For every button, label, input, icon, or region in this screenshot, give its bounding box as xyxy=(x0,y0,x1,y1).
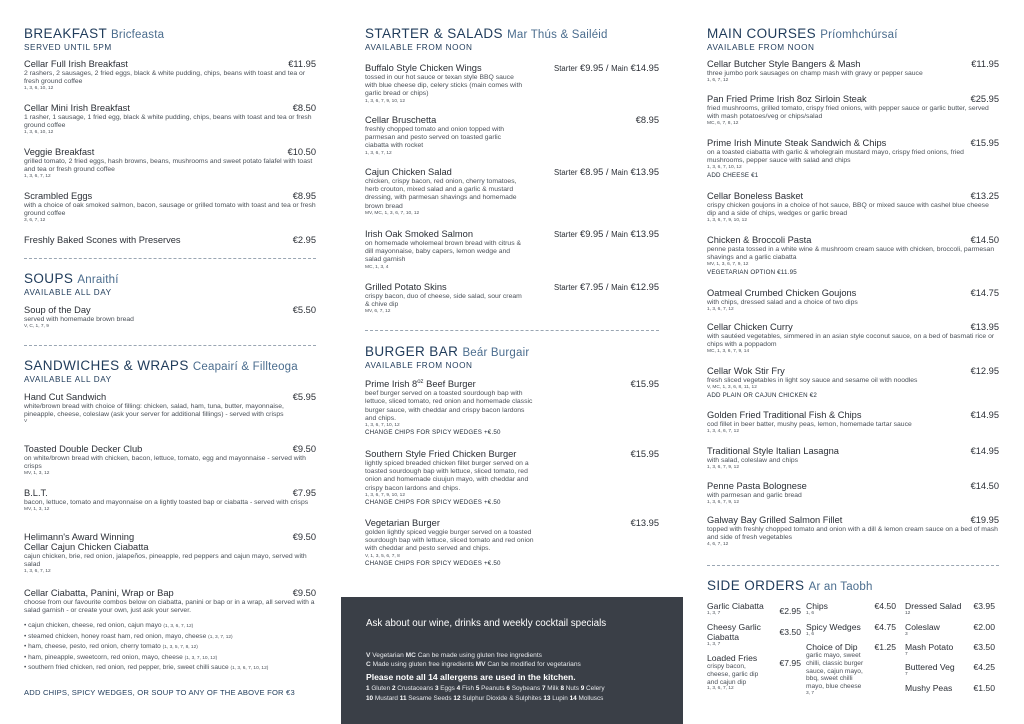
allergen-notice: Please note all 14 allergens are used in the kitchen. xyxy=(366,672,576,682)
item-price: €12.95 xyxy=(970,366,999,376)
side-price: €2.95 xyxy=(779,606,801,616)
item-price: €14.95 xyxy=(970,410,999,420)
menu-item: Oatmeal Crumbed Chicken Goujons €14.75 with chips, dressed salad and a choice of two dips 1, 3, 6, 7, 12 xyxy=(707,288,999,313)
upgrade-note: CHANGE CHIPS FOR SPICY WEDGES +€.50 xyxy=(365,429,501,437)
allergen-codes: 1, 3, 6, 10, 12 xyxy=(24,86,54,92)
item-price: Starter €8.95 / Main €13.95 xyxy=(554,167,659,177)
menu-item: B.L.T. €7.95 bacon, lettuce, tomato and mayonnaise on a lightly toasted bap or ciabatta - served with crisps MV, 1, 3, 12 xyxy=(24,488,316,513)
breakfast-header xyxy=(24,26,316,53)
menu-item: Cellar Butcher Style Bangers & Mash €11.95 three jumbo pork sausages on champ mash with gravy or pepper sauce 1, 6, 7, 12 xyxy=(707,59,999,84)
item-price: €9.50 xyxy=(292,588,316,598)
list-item: • ham, pineapple, sweetcorn, red onion, mayo, cheese (1, 3, 7, 10, 12) xyxy=(24,653,218,661)
menu-item: Cellar Boneless Basket €13.25 crispy chicken goujons in a choice of hot sauce, BBQ or mixed sauce with cashel blue cheese dip and a side of chips, wedges or garlic bread 1, 3, 6, 7, 9, 10, 12 xyxy=(707,191,999,224)
allergen-list: 1 Gluten 2 Crustaceans 3 Eggs 4 Fish 5 Peanuts 6 Soybeans 7 Milk 8 Nuts 9 Celery xyxy=(366,685,605,692)
menu-item: Soup of the Day €5.50 served with homemade brown bread V, C, 1, 7, 9 xyxy=(24,305,316,330)
specials-headline: Ask about our wine, drinks and weekly cocktail specials xyxy=(366,618,607,629)
side-item: Cheesy Garlic Ciabatta 1, 3, 7 xyxy=(707,622,761,647)
divider xyxy=(707,565,999,566)
menu-item: Prime Irish $8^{oz}$ Beef Burger €15.95 beef burger served on a toasted sourdough bap with lettuce, sliced tomato, red onion and homemade classic burger sauce, with cheddar and crispy bacon lardons and chips. 1, 3, 6, 7, 10, 12 CHANGE CHIPS FOR SPICY WEDGES +€.50 xyxy=(365,379,659,437)
side-item: Chips €4.50 1, 6 xyxy=(806,601,896,616)
allergen-codes: V, C, 1, 7, 9 xyxy=(24,324,49,330)
item-price: €15.95 xyxy=(970,138,999,148)
allergen-codes: 1, 3, 6, 7, 9, 12 xyxy=(707,500,740,506)
section-title: BREAKFAST Bricfeasta xyxy=(24,26,165,41)
upgrade-note: VEGETARIAN OPTION €11.95 xyxy=(707,268,797,276)
upgrade-note: CHANGE CHIPS FOR SPICY WEDGES +€.50 xyxy=(365,560,501,568)
list-item: • cajun chicken, cheese, red onion, cajun mayo (1, 3, 6, 7, 12) xyxy=(24,622,194,629)
item-price: €15.95 xyxy=(630,379,659,390)
menu-item: Southern Style Fried Chicken Burger €15.95 lightly spiced breaded chicken fillet burger served on a toasted sourdough bap with lettuce, sliced tomato, red onion and homemade ciuujun mayo, with cheddar and crispy bacon lardons and chips. 1, 3, 6, 7, 9, 10, 12 CHANGE CHIPS FOR SPICY WEDGES +€.50 xyxy=(365,449,659,507)
divider xyxy=(365,330,659,331)
side-item: Spicy Wedges €4.75 1, 6 xyxy=(806,622,896,637)
menu-item: Chicken & Broccoli Pasta €14.50 penne pasta tossed in a white wine & mushroom cream sauce with chicken, broccoli, parmesan shavings and a garlic ciabatta MV, 1, 3, 6, 7, 9, 12 VEGETARIAN OPTION €11.95 xyxy=(707,235,999,276)
allergen-codes: 3, 6, 7, 12 xyxy=(24,218,46,224)
diet-legend: V Vegetarian MC Can be made using gluten free ingredients xyxy=(366,652,542,659)
allergen-codes: 1, 3, 6, 7, 12 xyxy=(365,150,392,156)
allergen-codes: 1, 3, 6, 7, 12 xyxy=(24,569,51,575)
menu-item: Irish Oak Smoked Salmon Starter €9.95 / Main €13.95 on homemade wholemeal brown bread with citrus & dill mayonnaise, baby capers, lemon wedge and salad garnish MC, 1, 3, 4 xyxy=(365,229,659,270)
menu-item: Cellar Ciabatta, Panini, Wrap or Bap €9.50 choose from our favourite combos below on ciabatta, panini or bap or in a wrap, all served with a salad garnish - or create your own, just ask your server. xyxy=(24,588,316,615)
side-price: €7.95 xyxy=(779,658,801,668)
allergen-info-panel xyxy=(341,597,683,724)
menu-item: Toasted Double Decker Club €9.50 on white/brown bread with chicken, bacon, lettuce, tomato, egg and mayonnaise - served with crisps MV, 1, 3, 12 xyxy=(24,444,316,477)
mains-header: MAIN COURSES Príomhchúrsaí AVAILABLE FROM NOON xyxy=(707,26,898,52)
item-price: €14.95 xyxy=(970,446,999,456)
menu-item: Pan Fried Prime Irish 8oz Sirloin Steak €25.95 fried mushrooms, grilled tomato, crispy fried onions, with pepper sauce or garlic butter, served with mash potatoes/veg or chips/salad MC, 6, 7, 8, 12 xyxy=(707,94,999,127)
allergen-codes: 1, 3, 6, 7, 9, 10, 12 xyxy=(365,492,406,498)
menu-item: Vegetarian Burger €13.95 golden lightly spiced veggie burger served on a toasted sourdough bap with lettuce, sliced tomato and red onion with cheddar and pesto served and chips. V, 1, 3, 5, 6, 7, 8 CHANGE CHIPS FOR SPICY WEDGES +€.50 xyxy=(365,518,659,568)
allergen-codes: V, 1, 3, 5, 6, 7, 8 xyxy=(365,553,400,559)
divider xyxy=(24,345,316,346)
item-price: €5.95 xyxy=(292,392,316,402)
menu-item: Cellar Full Irish Breakfast €11.95 2 rashers, 2 sausages, 2 fried eggs, black & white pudding, chips, beans with toast and tea or fresh ground coffee 1, 3, 6, 10, 12 xyxy=(24,59,316,92)
sandwiches-header: SANDWICHES & WRAPS Ceapairí & Fillteoga AVAILABLE ALL DAY xyxy=(24,358,298,384)
item-price: Starter €7.95 / Main €12.95 xyxy=(554,282,659,292)
menu-item: Buffalo Style Chicken Wings Starter €9.95 / Main €14.95 tossed in our hot sauce or texan style BBQ sauce with blue cheese dip, celery sticks (main comes with garlic bread or chips) 1, 3, 6, 7, 9, 10, 12 xyxy=(365,63,659,104)
menu-item: Scrambled Eggs €8.95 with a choice of oak smoked salmon, bacon, sausage or grilled tomato with toast and tea or fresh ground coffee 3, 6, 7, 12 xyxy=(24,191,316,224)
item-price: €2.95 xyxy=(292,235,316,245)
allergen-codes: MV, 1, 3, 6, 7, 9, 12 xyxy=(707,262,749,268)
allergen-codes: 1, 3, 6, 7, 9, 10, 12 xyxy=(707,218,748,224)
item-price: Starter €9.95 / Main €13.95 xyxy=(554,229,659,239)
menu-item: Veggie Breakfast €10.50 grilled tomato, 2 fried eggs, hash browns, beans, mushrooms and sweet potato falafel with toast and tea or fresh ground coffee 1, 3, 6, 7, 12 xyxy=(24,147,316,180)
menu-item: Helimann's Award Winning €9.50 Cellar Cajun Chicken Ciabatta cajun chicken, brie, red onion, jalapeños, pineapple, red peppers and cajun mayo, served with salad 1, 3, 6, 7, 12 xyxy=(24,532,316,575)
allergen-codes: 1, 3, 6, 7, 9, 12 xyxy=(707,465,740,471)
menu-item: Galway Bay Grilled Salmon Fillet €19.95 topped with freshly chopped tomato and onion with a dill & lemon cream sauce on a bed of mash and side of fresh vegetables 4, 6, 7, 12 xyxy=(707,515,999,548)
item-price: €19.95 xyxy=(970,515,999,525)
item-price: €5.50 xyxy=(292,305,316,315)
item-price: €10.50 xyxy=(287,147,316,157)
allergen-codes: 1, 3, 6, 7, 12 xyxy=(707,307,734,313)
allergen-codes: 1, 3, 6, 7, 9, 10, 12 xyxy=(365,98,406,104)
menu-item: Prime Irish Minute Steak Sandwich & Chips €15.95 on a toasted ciabatta with garlic & wholegrain mustard mayo, crispy fried onions, fried mushrooms, pepper sauce with salad and chips 1, 3, 6, 7, 10, 12 ADD CHEESE €1 xyxy=(707,138,999,179)
item-price: €14.50 xyxy=(970,481,999,491)
allergen-codes: V, MC, 1, 3, 6, 8, 11, 12 xyxy=(707,385,757,391)
menu-item: Freshly Baked Scones with Preserves €2.95 xyxy=(24,235,316,245)
starters-header: STARTER & SALADS Mar Thús & Sailéid AVAILABLE FROM NOON xyxy=(365,26,608,52)
side-item: Mash Potato €3.50 7 xyxy=(905,642,995,657)
list-item: • ham, cheese, pesto, red onion, cherry tomato (1, 3, 5, 7, 8, 12) xyxy=(24,643,198,651)
allergen-codes: MC, 6, 7, 8, 12 xyxy=(707,121,739,127)
allergen-codes: MV, 1, 3, 12 xyxy=(24,507,50,513)
side-item: Coleslaw €2.00 3 xyxy=(905,622,995,637)
diet-legend: C Made using gluten free ingredients MV Can be modified for vegetarians xyxy=(366,661,581,668)
menu-item: Cajun Chicken Salad Starter €8.95 / Main €13.95 chicken, crispy bacon, red onion, cherry tomatoes, herb crouton, mixed salad and a garlic & mustard dressing, with parmesan shavings and homemade brown bread MV, MC, 1, 3, 6, 7, 10, 12 xyxy=(365,167,659,216)
allergen-codes: 1, 3, 4, 6, 7, 12 xyxy=(707,429,740,435)
menu-item: Penne Pasta Bolognese €14.50 with parmesan and garlic bread 1, 3, 6, 7, 9, 12 xyxy=(707,481,999,506)
item-price: €13.25 xyxy=(970,191,999,201)
side-item: Mushy Peas €1.50 xyxy=(905,683,995,693)
allergen-list: 10 Mustard 11 Sesame Seeds 12 Sulphur Dioxide & Sulphites 13 Lupin 14 Molluscs xyxy=(366,695,604,702)
item-price: €8.95 xyxy=(635,115,659,125)
section-subtitle: SERVED UNTIL 5PM xyxy=(24,43,112,52)
item-price: €8.95 xyxy=(292,191,316,201)
item-price: €15.95 xyxy=(630,449,659,459)
item-price: €7.95 xyxy=(292,488,316,498)
allergen-codes: V xyxy=(24,419,28,425)
side-price: €3.50 xyxy=(779,627,801,637)
side-item: Loaded Fries crispy bacon, cheese, garlic dip and cajun dip 1, 3, 6, 7, 12 xyxy=(707,653,759,692)
add-on-note: ADD CHIPS, SPICY WEDGES, OR SOUP TO ANY OF THE ABOVE FOR €3 xyxy=(24,688,295,697)
menu-item: Traditional Style Italian Lasagna €14.95 with salad, coleslaw and chips 1, 3, 6, 7, 9, 12 xyxy=(707,446,999,471)
item-price: €8.50 xyxy=(292,103,316,113)
menu-item: Cellar Wok Stir Fry €12.95 fresh sliced vegetables in light soy sauce and sesame oil with noodles V, MC, 1, 3, 6, 8, 11, 12 ADD PLAIN OR CAJUN CHICKEN €2 xyxy=(707,366,999,399)
allergen-codes: 1, 3, 6, 7, 10, 12 xyxy=(707,165,742,171)
menu-item: Golden Fried Traditional Fish & Chips €14.95 cod fillet in beer batter, mushy peas, lemon, homemade tartar sauce 1, 3, 4, 6, 7, 12 xyxy=(707,410,999,435)
allergen-codes: 1, 3, 6, 7, 12 xyxy=(24,174,51,180)
menu-item: Grilled Potato Skins Starter €7.95 / Main €12.95 crispy bacon, duo of cheese, side salad, sour cream & chive dip MV, 6, 7, 12 xyxy=(365,282,659,315)
allergen-codes: MC, 1, 3, 4 xyxy=(365,264,389,270)
item-price: €9.50 xyxy=(292,444,316,454)
side-item: Choice of Dip €1.25 garlic mayo, sweet chilli, classic burger sauce, cajun mayo, bbq, sweet chilli mayo, blue cheese 3, 7 xyxy=(806,642,896,696)
allergen-codes: 1, 6, 7, 12 xyxy=(707,78,729,84)
side-item: Dressed Salad €3.95 12 xyxy=(905,601,995,616)
divider xyxy=(24,258,316,259)
allergen-codes: MV, MC, 1, 3, 6, 7, 10, 12 xyxy=(365,210,420,216)
menu-item: Cellar Bruschetta €8.95 freshly chopped tomato and onion topped with parmesan and pesto served on toasted garlic ciabatta with rocket 1, 3, 6, 7, 12 xyxy=(365,115,659,156)
allergen-codes: 4, 6, 7, 12 xyxy=(707,542,729,548)
item-price: €14.50 xyxy=(970,235,999,245)
item-price: €11.95 xyxy=(971,59,999,69)
side-item: Buttered Veg €4.25 7 xyxy=(905,662,995,677)
upgrade-note: CHANGE CHIPS FOR SPICY WEDGES +€.50 xyxy=(365,499,501,507)
upgrade-note: ADD CHEESE €1 xyxy=(707,171,759,179)
menu-item: Cellar Chicken Curry €13.95 with sautéed vegetables, simmered in an asian style coconut sauce, on a bed of basmati rice or chips with a poppadom MC, 1, 3, 6, 7, 9, 14 xyxy=(707,322,999,355)
side-item: Garlic Ciabatta 1, 3, 7 xyxy=(707,601,764,616)
allergen-codes: MC, 1, 3, 6, 7, 9, 14 xyxy=(707,349,750,355)
burgers-header: BURGER BAR Beár Burgair AVAILABLE FROM NOON xyxy=(365,344,530,370)
allergen-codes: 1, 3, 6, 10, 12 xyxy=(24,130,54,136)
allergen-codes: MV, 1, 3, 12 xyxy=(24,471,50,477)
list-item: • southern fried chicken, red onion, red pepper, brie, sweet chilli sauce (1, 3, 6, 7, 10, 12) xyxy=(24,664,269,672)
item-price: €13.95 xyxy=(970,322,999,332)
item-price: €25.95 xyxy=(970,94,999,104)
sides-header: SIDE ORDERS Ar an Taobh xyxy=(707,578,873,593)
menu-item: Hand Cut Sandwich €5.95 white/brown bread with choice of filling: chicken, salad, ham, tuna, butter, mayonnaise, pineapple, cheese, coleslaw (ask your server for additional fillings) - served with crisps V xyxy=(24,392,316,425)
item-price: €14.75 xyxy=(970,288,999,298)
upgrade-note: ADD PLAIN OR CAJUN CHICKEN €2 xyxy=(707,391,817,399)
soups-header: SOUPS Anraithí AVAILABLE ALL DAY xyxy=(24,271,119,297)
allergen-codes: 1, 3, 6, 7, 10, 12 xyxy=(365,422,400,428)
item-price: €11.95 xyxy=(288,59,316,69)
filling-options xyxy=(24,621,316,674)
item-price: €13.95 xyxy=(630,518,659,528)
list-item: • steamed chicken, honey roast ham, red onion, mayo, cheese (1, 3, 7, 12) xyxy=(24,632,233,640)
allergen-codes: MV, 6, 7, 12 xyxy=(365,309,391,315)
item-price: €9.50 xyxy=(292,532,316,542)
item-price: Starter €9.95 / Main €14.95 xyxy=(554,63,659,73)
menu-item: Cellar Mini Irish Breakfast €8.50 1 rasher, 1 sausage, 1 fried egg, black & white pudding, chips, beans with toast and tea or fresh ground coffee 1, 3, 6, 10, 12 xyxy=(24,103,316,136)
